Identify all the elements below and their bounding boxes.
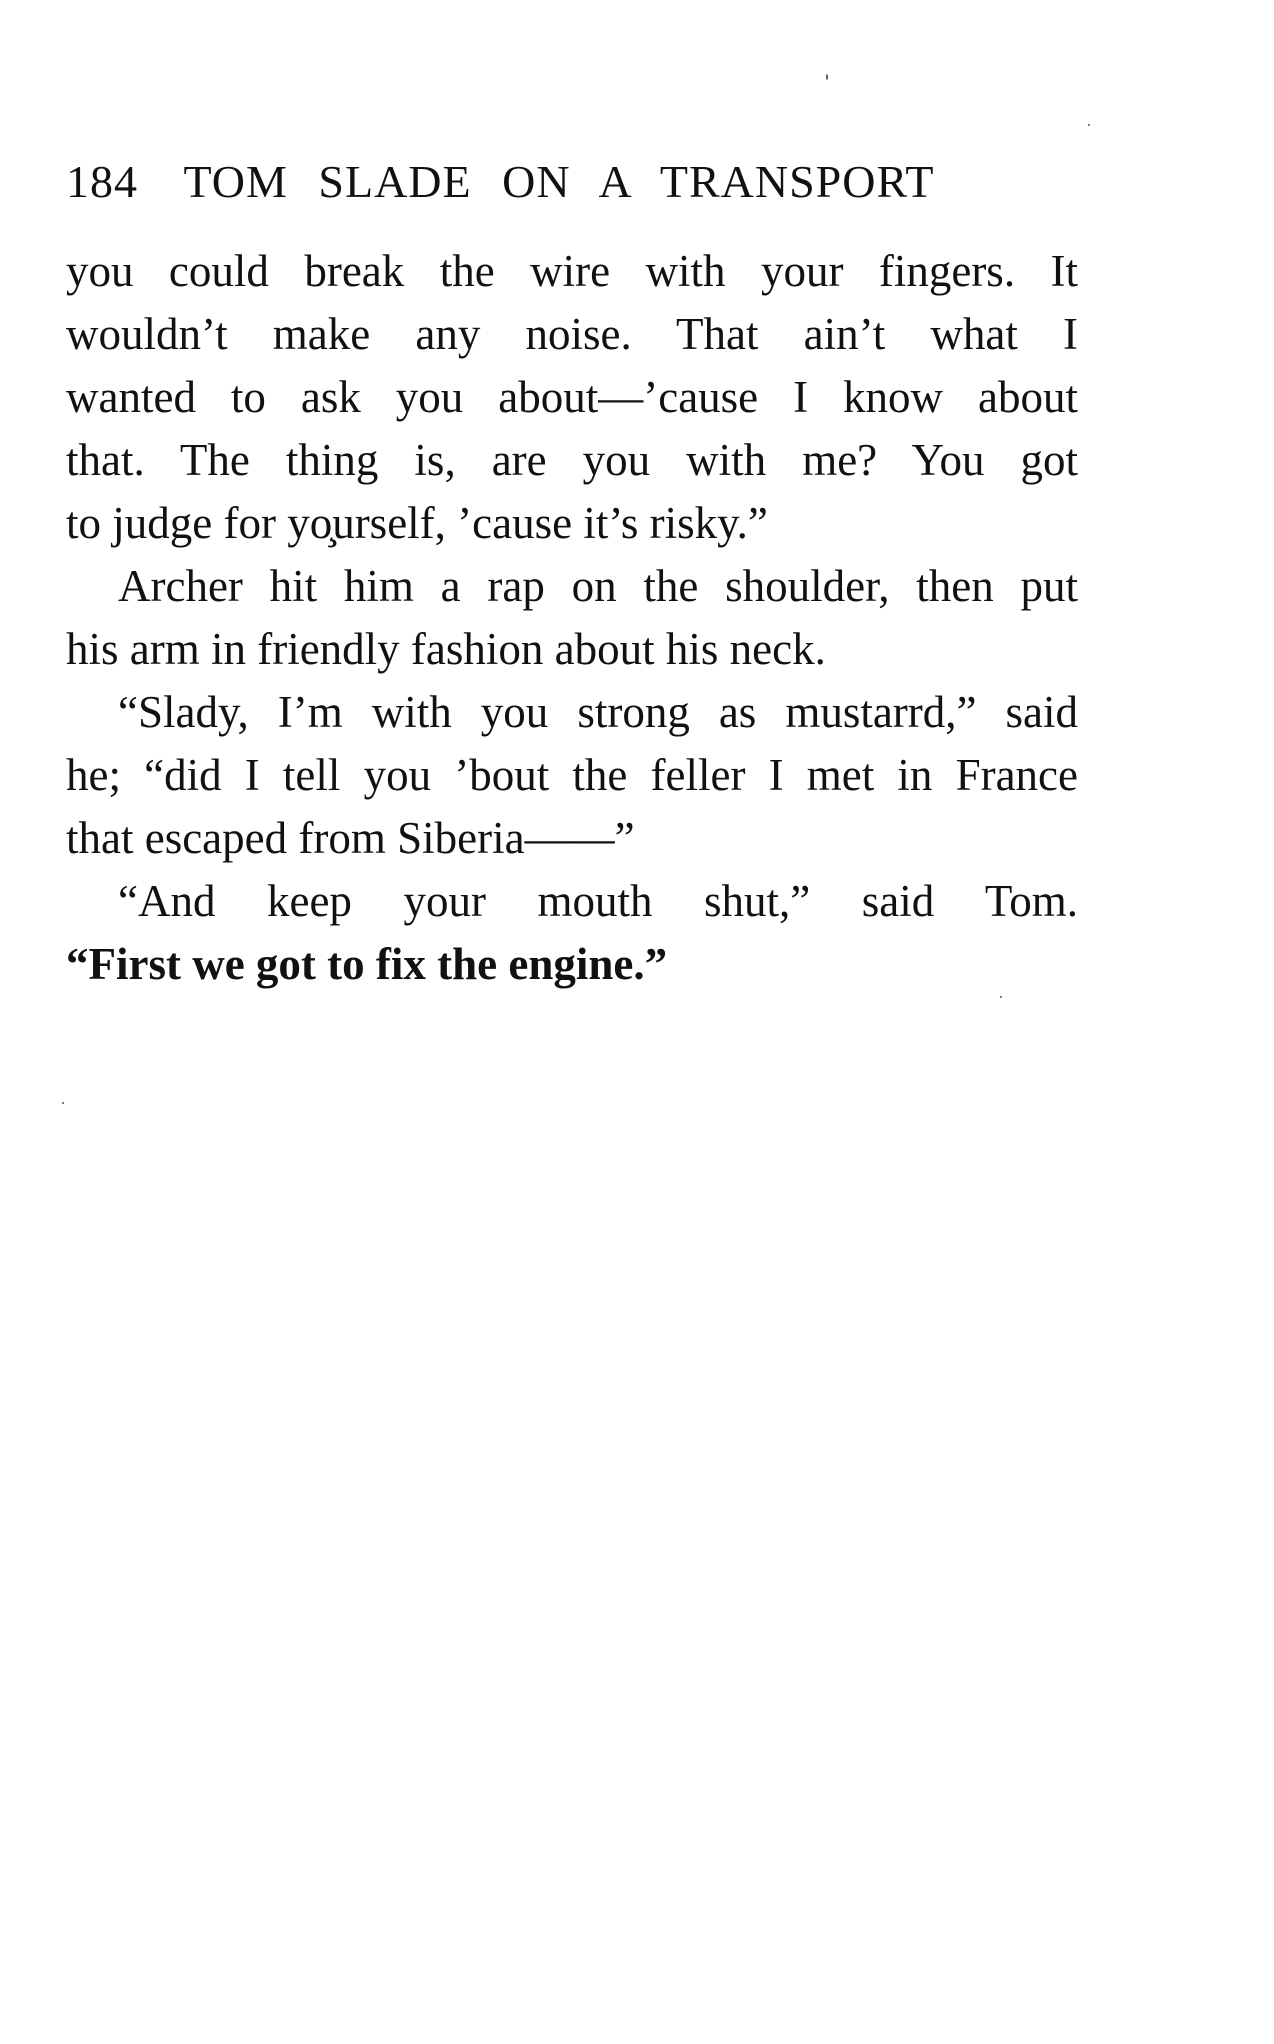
running-title: TOM SLADE ON A TRANSPORT [183,156,935,207]
text-line: “Slady, I’m with you strong as mustarrd,” said [118,687,1078,737]
text-line: that. The thing is, are you with me? You got [66,435,1078,485]
text-body [66,240,1078,996]
text-line: that escaped from Siberia——” [66,813,635,863]
scan-speck [62,1102,64,1104]
page-number: 184 [66,156,138,207]
page-header [66,152,1078,212]
text-line: he; “did I tell you ’bout the feller I met in France [66,750,1078,800]
scan-speck [826,74,828,80]
text-line: “First we got to fix the engine.” [66,939,668,989]
text-line: to judge for yo̧urself, ’cause it’s risky.” [66,498,768,548]
text-line: “And keep your mouth shut,” said Tom. [118,876,1078,926]
scan-speck [1000,996,1002,998]
text-line: wanted to ask you about—’cause I know about [66,372,1078,422]
text-line: Archer hit him a rap on the shoulder, then put [118,561,1078,611]
text-line: wouldn’t make any noise. That ain’t what I [66,309,1078,359]
scan-speck [1088,124,1090,126]
text-line: his arm in friendly fashion about his neck. [66,624,826,674]
text-line: you could break the wire with your fingers. It [66,246,1078,296]
